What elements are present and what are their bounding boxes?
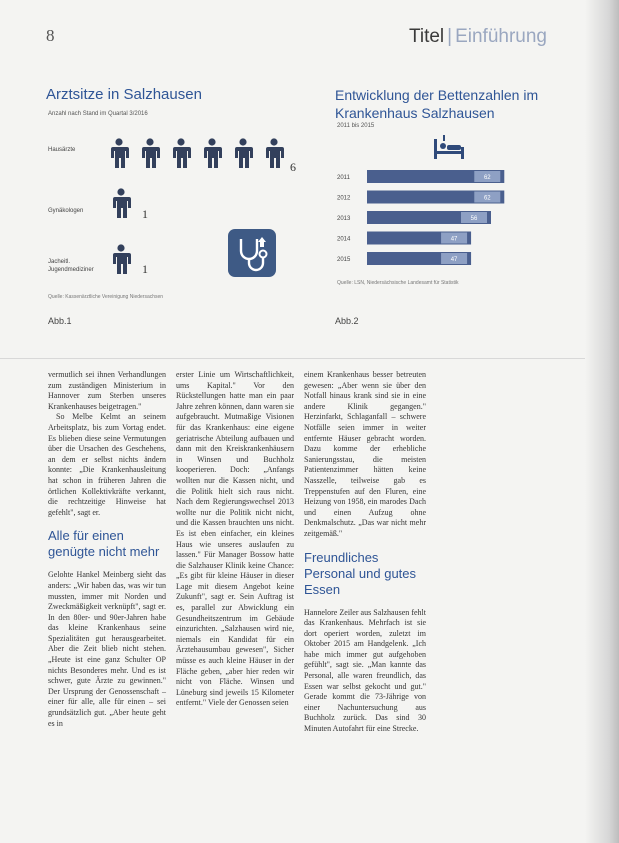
- figure1-subtitle: Anzahl nach Stand im Quartal 3/2016: [48, 111, 148, 117]
- person-icon: [170, 138, 192, 173]
- stethoscope-icon: [228, 229, 276, 277]
- beds-bar-chart: [335, 166, 535, 276]
- tick-label: 2013: [337, 216, 351, 222]
- tick-label: 2015: [337, 257, 351, 263]
- person-icon: [139, 138, 161, 173]
- data-label: 56: [470, 216, 478, 222]
- section-title: Titel: [408, 26, 445, 47]
- hospital-bed-icon: [432, 135, 466, 166]
- person-icon: [232, 138, 254, 173]
- row-label-gynaekologen: Gynäkologen: [48, 208, 84, 214]
- subheading: Freundliches Personal und gutes Essen: [304, 549, 417, 597]
- tick-label: 2012: [337, 195, 351, 202]
- paragraph: So Melbe Kelmt an seinem Arbeitsplatz, bis zum Vortag endet. Es blieben diese seine Vermutungen über die Ursachen des Geschehens, an dem er selbst nichts ändern konnte: „Die Krankenhausleitung hat schon in früheren Jahren die örtlichen Kollektivkräfte verkannt, die rechtzeitige Hinweise hat gefehlt", sagt er.: [48, 412, 166, 517]
- paragraph: Hannelore Zeiler aus Salzhausen fehlt das Krankenhaus. Mehrfach ist sie dort operiert worden, zuletzt im Oktober 2015 am Handgelenk. „Ich habe mich immer gut aufgehoben gefühlt", sagt sie. „Man kannte das Personal, alle waren freundlich, das Essen war selbst gekocht und gut." Gerade kommt die 73-Jährige von einer Nachuntersuchung aus Buchholz zurück. Das sind 30 Minuten Autofahrt für eine Strecke.: [304, 607, 426, 734]
- person-icon: [110, 188, 132, 223]
- header-separator: |: [447, 26, 453, 47]
- page-fold-shadow: [585, 0, 619, 843]
- data-label: 47: [450, 257, 458, 263]
- figure2-source: Quelle: LSN, Niedersächsische Landesamt für Statistik: [337, 280, 459, 286]
- person-icon: [108, 138, 130, 173]
- row-label-hausaerzte: Hausärzte: [48, 147, 76, 153]
- paragraph: einem Krankenhaus besser betreuten gewesen: „Aber wenn sie über den Notfall hinaus krank sind sie in eine andere Klinik gegangen." Herzinfarkt, Schlaganfall – schwere Notfälle seien immer in weiter entfernte Häuser gebracht worden. Dazu komme der erhebliche Sanierungsstau, die meisten Patientenzimmer hätten keine Nasszelle, teilweise gab es Treppenstufen auf den Fluren, eine Heizung von 1958, ein marodes Dach und einen Aufzug ohne Denkmalschutz. „Das war nicht mehr zeitgemäß.": [304, 370, 426, 538]
- tick-label: 2014: [337, 236, 351, 243]
- figure2-title: Entwicklung der Bettenzahlen im Krankenhaus Salzhausen: [335, 87, 539, 121]
- subheading: Alle für einen genügte nicht mehr: [48, 528, 160, 560]
- section-header: [409, 26, 547, 48]
- count-hausaerzte: 6: [290, 160, 296, 174]
- person-icon: [110, 244, 132, 279]
- paragraph: vermutlich sei ihnen Verhandlungen zum zuständigen Ministerium in Hannover zum Sterben unseres Krankenhauses beigetragen.": [48, 370, 166, 411]
- data-label: 62: [483, 175, 491, 181]
- article-column-1: [48, 370, 166, 729]
- figure1-source: Quelle: Kassenärztliche Vereinigung Niedersachsen: [48, 294, 164, 300]
- figure2-caption: Abb.2: [335, 316, 359, 326]
- figure1-caption: Abb.1: [48, 316, 72, 326]
- paragraph: Gelohte Hankel Meinberg sieht das anders: „Wir haben das, was wir tun mussten, immer mit Norden und Zweckmäßigkeit verknüpft", sagt er. In den 80er- und 90er-Jahren habe das kleine Krankenhaus seine Spezialitäten gut herausgearbeitet. Aber die Zeit blieb nicht stehen. „Heute ist eine ganz Schulter OP nichts Besonderes mehr. Und es ist schwer, gute Ärzte zu gewinnen." Der Ursprung der Genossenschaft – einer für alle, alle für einen – sei grundsätzlich gut. „Aber heute geht es in: [48, 570, 166, 728]
- section-divider: [0, 358, 619, 359]
- figure2-subtitle: 2011 bis 2015: [337, 123, 375, 129]
- tick-label: 2011: [337, 175, 350, 181]
- article-column-2: [176, 370, 294, 709]
- subsection-title: Einführung: [455, 26, 547, 47]
- page-number: 8: [46, 26, 55, 45]
- article-column-3: [304, 370, 426, 735]
- data-label: 47: [450, 236, 458, 243]
- data-label: 62: [483, 195, 491, 202]
- row-label-jugendmediziner: Jacheitl. Jugendmediziner: [48, 259, 94, 273]
- paragraph: erster Linie um Wirtschaftlichkeit, ums Kapital." Vor den Rückstellungen hatte man ein paar Jahre zehren können, dann waren sie aufgebraucht. Mutmaßige Visionen für das Krankenhaus: eine eigene geriatrische Abteilung aufbauen und dann mit den Kreiskrankenhäusern in Winsen und Buchholz kooperieren. Doch: „Anfangs wollten nur die Kassen nicht, und die Politik hielt sich raus nicht. Nach dem Regierungswechsel 2013 wollte nur die Politik nicht nicht, und die Kassen brauchten uns nicht. Es ist eben einfacher, ein kleines Haus wie unseres auslaufen zu lassen." Für Manager Bossow hatte die Salzhauser Klinik keine Chance: „Es gibt für kleine Häuser in dieser Lage mit diesem Angebot keine Zukunft", sagt er. Sein Auftrag ist es, parallel zur Abwicklung ein Gesundheitszentrum im Gebäude einzurichten. „Salzhausen wird nie, niemals ein Kandidat für ein Ärztehausumbau gewesen", Sicher müsse es auch kleine Häuser in der Fläche geben, „aber hier reden wir nicht von Fläche. Winsen und Lüneburg sind jeweils 15 Kilometer entfernt." Viele der Genossen seien: [176, 370, 294, 708]
- person-icon: [201, 138, 223, 173]
- figure1-title: Arztsitze in Salzhausen: [46, 86, 202, 103]
- count-gynaekologen: 1: [142, 207, 148, 221]
- person-icon: [263, 138, 285, 173]
- count-jugendmediziner: 1: [142, 262, 148, 276]
